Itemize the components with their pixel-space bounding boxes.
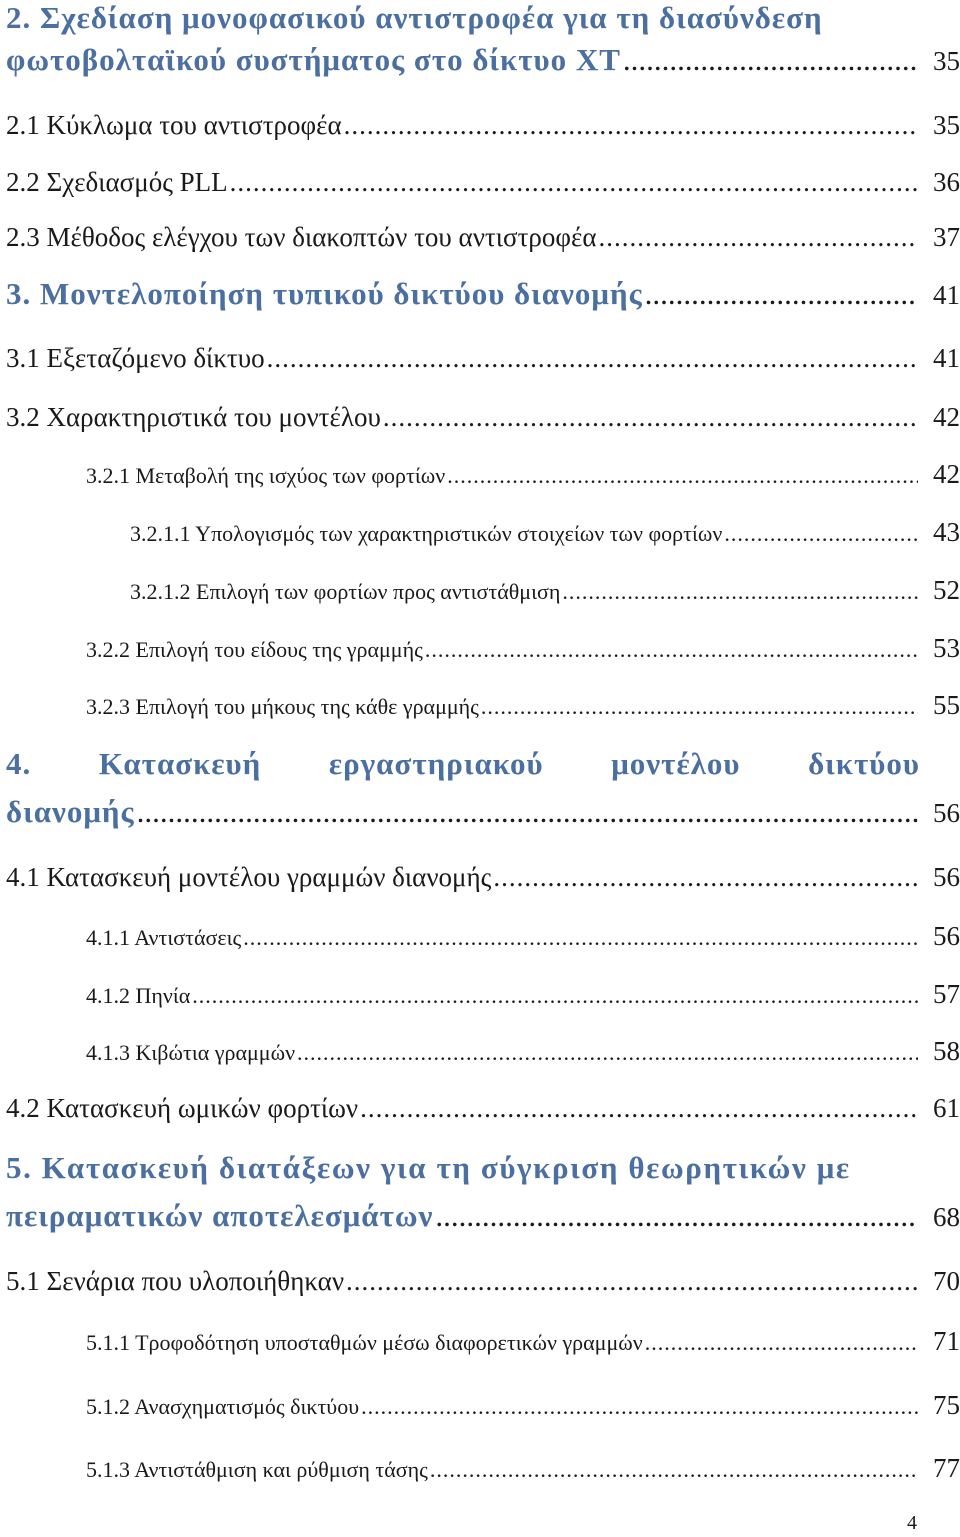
toc-page-number: 42 (933, 402, 960, 432)
toc-page-number: 75 (933, 1390, 960, 1420)
toc-chapter-5-title-line2: πειραματικών αποτελεσμάτων (6, 1198, 434, 1233)
toc-entry-title: 5.1 Σενάρια που υλοποιήθηκαν (6, 1266, 345, 1296)
toc-leader-dots (192, 983, 918, 1009)
toc-entry-title: 2.2 Σχεδιασμός PLL (6, 167, 228, 197)
toc-entry-title: 5.1.3 Αντιστάθμιση και ρύθμιση τάσης (86, 1457, 428, 1482)
toc-leader-dots (481, 694, 918, 720)
toc-entry-title: 3.2.3 Επιλογή του μήκους της κάθε γραμμής (86, 694, 479, 719)
toc-leader-dots (623, 42, 918, 78)
toc-page-number: 71 (933, 1326, 960, 1356)
toc-page-number: 61 (933, 1093, 960, 1123)
toc-entry-title: 4.1.3 Κιβώτια γραμμών (86, 1040, 296, 1065)
toc-section-4-1-1[interactable] (86, 921, 960, 952)
toc-section-5-1-2[interactable] (86, 1390, 960, 1421)
toc-entry-title: 3.2.1.1 Υπολογισμός των χαρακτηριστικών στοιχείων των φορτίων (130, 521, 723, 546)
toc-entry-title: 4.1.1 Αντιστάσεις (86, 925, 242, 950)
page-number: 4 (907, 1512, 917, 1534)
toc-entry-title: 4.1 Κατασκευή μοντέλου γραμμών διανομής (6, 862, 492, 892)
toc-leader-dots (447, 463, 918, 489)
toc-section-5-1[interactable] (6, 1266, 960, 1297)
toc-section-3-2-1[interactable] (86, 459, 960, 490)
toc-page-number: 41 (933, 343, 960, 373)
toc-chapter-4-word: εργαστηριακού (328, 746, 544, 781)
toc-section-3-1[interactable] (6, 343, 960, 374)
toc-chapter-3[interactable] (6, 276, 960, 312)
toc-leader-dots (297, 1040, 918, 1066)
toc-leader-dots (724, 521, 918, 547)
toc-section-4-1-2[interactable] (86, 979, 960, 1010)
toc-entry-title: 4.2 Κατασκευή ωμικών φορτίων (6, 1093, 359, 1123)
toc-section-3-2-2[interactable] (86, 633, 960, 664)
toc-leader-dots (346, 1266, 918, 1297)
toc-chapter-2-heading-line1: 2. Σχεδίαση μονοφασικού αντιστροφέα για τη διασύνδεση (6, 0, 823, 35)
toc-page-number: 43 (933, 517, 960, 547)
toc-section-4-1-3[interactable] (86, 1036, 960, 1067)
toc-page-number: 53 (933, 633, 960, 663)
toc-entry-title: 2.3 Μέθοδος ελέγχου των διακοπτών του αντιστροφέα (6, 222, 597, 252)
toc-page-number: 70 (933, 1266, 960, 1296)
toc-leader-dots (430, 1457, 918, 1483)
toc-page-number: 56 (933, 862, 960, 892)
toc-chapter-title: 3. Μοντελοποίηση τυπικού δικτύου διανομής (6, 276, 643, 311)
toc-page-number: 56 (933, 798, 960, 828)
toc-leader-dots (243, 925, 918, 951)
toc-entry-title: 2.1 Κύκλωμα του αντιστροφέα (6, 110, 342, 140)
toc-page-number: 68 (933, 1202, 960, 1232)
toc-leader-dots (493, 862, 918, 893)
toc-page-number: 57 (933, 979, 960, 1009)
toc-chapter-2-title-line2: φωτοβολταϊκού συστήματος στο δίκτυο ΧΤ (6, 42, 621, 77)
toc-leader-dots (137, 794, 918, 830)
toc-page-number: 37 (933, 222, 960, 252)
toc-leader-dots (598, 222, 918, 253)
toc-leader-dots (645, 276, 918, 312)
toc-leader-dots (360, 1093, 918, 1124)
toc-section-2-3[interactable] (6, 222, 960, 253)
toc-page-number: 55 (933, 690, 960, 720)
toc-leader-dots (425, 637, 918, 663)
toc-section-2-2[interactable] (6, 167, 960, 198)
toc-section-5-1-3[interactable] (86, 1453, 960, 1484)
toc-page-number: 52 (933, 575, 960, 605)
toc-chapter-4-word: 4. (6, 746, 32, 781)
toc-entry-title: 4.1.2 Πηνία (86, 983, 191, 1008)
toc-page-number: 36 (933, 167, 960, 197)
toc-leader-dots (645, 1330, 918, 1356)
toc-page-number: 77 (933, 1453, 960, 1483)
toc-chapter-4-heading-line1 (6, 746, 920, 782)
toc-chapter-4-word: δικτύου (808, 746, 920, 781)
toc-chapter-4-word: Κατασκευή (98, 746, 262, 781)
toc-page-number: 42 (933, 459, 960, 489)
toc-page-number: 35 (933, 110, 960, 140)
toc-leader-dots (230, 167, 918, 198)
toc-page-number: 56 (933, 921, 960, 951)
toc-page-number: 58 (933, 1036, 960, 1066)
toc-chapter-4-word: μοντέλου (611, 746, 741, 781)
toc-chapter-4[interactable] (6, 794, 960, 830)
toc-chapter-2[interactable] (6, 42, 960, 78)
toc-section-4-1[interactable] (6, 862, 960, 893)
toc-leader-dots (383, 402, 918, 433)
toc-leader-dots (562, 579, 918, 605)
toc-entry-title: 3.2 Χαρακτηριστικά του μοντέλου (6, 402, 381, 432)
toc-page-number: 35 (933, 46, 960, 76)
toc-entry-title: 3.2.1.2 Επιλογή των φορτίων προς αντιστάθμιση (130, 579, 561, 604)
toc-page-number: 41 (933, 280, 960, 310)
toc-section-3-2[interactable] (6, 402, 960, 433)
toc-section-4-2[interactable] (6, 1093, 960, 1124)
toc-section-3-2-3[interactable] (86, 690, 960, 721)
toc-entry-title: 3.1 Εξεταζόμενο δίκτυο (6, 343, 265, 373)
toc-section-3-2-1-1[interactable] (130, 517, 960, 548)
toc-entry-title: 5.1.2 Ανασχηματισμός δικτύου (86, 1394, 360, 1419)
toc-entry-title: 5.1.1 Τροφοδότηση υποσταθμών μέσω διαφορετικών γραμμών (86, 1330, 643, 1355)
toc-leader-dots (267, 343, 918, 374)
toc-section-3-2-1-2[interactable] (130, 575, 960, 606)
toc-leader-dots (344, 110, 918, 141)
toc-chapter-5-heading-line1: 5. Κατασκευή διατάξεων για τη σύγκριση θεωρητικών με (6, 1150, 851, 1185)
toc-leader-dots (435, 1198, 918, 1234)
toc-entry-title: 3.2.2 Επιλογή του είδους της γραμμής (86, 637, 423, 662)
toc-chapter-4-title-line2: διανομής (6, 794, 135, 829)
toc-section-2-1[interactable] (6, 110, 960, 141)
toc-chapter-5[interactable] (6, 1198, 960, 1234)
toc-entry-title: 3.2.1 Μεταβολή της ισχύος των φορτίων (86, 463, 446, 488)
toc-leader-dots (361, 1394, 918, 1420)
toc-section-5-1-1[interactable] (86, 1326, 960, 1357)
